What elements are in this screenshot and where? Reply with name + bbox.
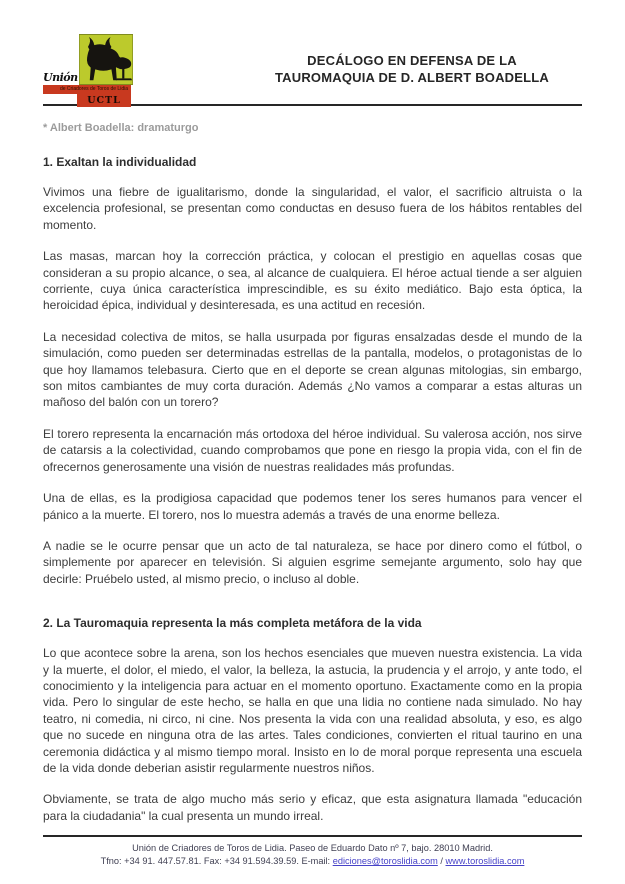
bull-tree-icon — [79, 34, 133, 85]
section-1-heading: 1. Exaltan la individualidad — [43, 155, 197, 169]
title-line-1: DECÁLOGO EN DEFENSA DE LA — [307, 53, 517, 68]
paragraph: Obviamente, se trata de algo mucho más serio y eficaz, que esta asignatura llamada "educación para la ciudadania" la cual presenta un mundo irreal. — [43, 792, 582, 823]
website-link[interactable]: www.toroslidia.com — [445, 856, 525, 867]
paragraph: Una de ellas, es la prodigiosa capacidad que podemos tener los seres humanos para vencer el pánico a la muerte. El torero, nos lo muestra además a través de una enorme belleza. — [43, 491, 582, 522]
paragraph: Lo que acontece sobre la arena, son los hechos esenciales que mueven nuestra existencia. La vida y la muerte, el dolor, el miedo, el valor, la belleza, la astucia, la prudencia y el arrojo, y ante todo, el conocimiento y la inteligencia para actuar en el momento oportuno. Exactamente como en la propia vida. Pero lo singular de este hecho, se halla en que una lidia no contiene nada simulado. No hay teatro, ni comedia, ni circo, ni cine. Nos presenta la vida con una realidad absoluta, y eso, es algo que no sucede en ninguna otra de las artes. Tales condiciones, convierten el ritual taurino en una ceremonia didáctica y al mismo tiempo moral. Insisto en lo de moral porque representa una escuela de la vida donde deberian asistir regularmente nuestros niños. — [43, 646, 582, 775]
paragraph: A nadie se le ocurre pensar que un acto de tal naturaleza, se hace por dinero como el fútbol, o simplemente por aparecer en televisión. Si alguien esgrime semejante argumento, solo hay que decirle: Pruébelo usted, al mismo precio, o incluso al doble. — [43, 538, 582, 586]
section-2-heading: 2. La Tauromaquia representa la más completa metáfora de la vida — [43, 616, 422, 631]
footer-separator: / — [437, 856, 446, 867]
footer-address: Unión de Criadores de Toros de Lidia. Paseo de Eduardo Dato nº 7, bajo. 28010 Madrid. — [132, 843, 493, 854]
footer-phone-fax: Tfno: +34 91. 447.57.81. Fax: +34 91.594.39.59. E-mail: — [100, 856, 333, 867]
document-footer — [43, 835, 582, 868]
paragraph: Vivimos una fiebre de igualitarismo, donde la singularidad, el valor, el sacrificio altruista o la excelencia profesional, se presentan como conductas en desuso fuera de los hábitos rentables del momento. — [43, 185, 582, 232]
uctl-logo — [43, 34, 131, 107]
logo-union-text: Unión — [43, 71, 78, 84]
author-note: * Albert Boadella: dramaturgo — [43, 122, 199, 134]
logo-top-row — [43, 34, 131, 85]
logo-band-text: de Criadores de Toros de Lidia — [43, 85, 131, 94]
email-link[interactable]: ediciones@toroslidia.com — [332, 856, 438, 867]
footer-divider — [43, 835, 582, 837]
paragraph: Las masas, marcan hoy la corrección práctica, y colocan el prestigio en aquellas cosas que consideran a su propio alcance, o sea, al alcance de cualquiera. El héroe actual tiende a ser alguien corriente, cuya única característica imprescindible, es su éxito mediático. Bajo esta óptica, la heroicidad épica, individual y desinteresada, es una actitud en recesión. — [43, 249, 582, 313]
paragraph: La necesidad colectiva de mitos, se halla usurpada por figuras ensalzadas desde el mundo de la simulación, como pueden ser determinadas estrellas de la pantalla, modelos, o protagonistas de lo que hoy llamamos telebasura. Cierto que en el deporte se crean algunas mitologias, sin embargo, son mitos cambiantes de muy corta duración. Además ¿No vamos a comparar a estas alturas un mañoso del balón con un torero? — [43, 329, 582, 410]
paragraph: El torero representa la encarnación más ortodoxa del héroe individual. Su valerosa acción, nos sirve de catarsis a la colectividad, cuando comprobamos que pone en riesgo la propia vida, con el fin de ofrecernos generosamente una visión de nuestras realidades más profundas. — [43, 426, 582, 474]
page-title — [242, 52, 582, 86]
footer-contacts — [51, 855, 574, 868]
logo-uctl-text: UCTL — [77, 94, 131, 107]
document-header — [43, 34, 582, 104]
title-line-2: TAUROMAQUIA DE D. ALBERT BOADELLA — [274, 70, 550, 85]
